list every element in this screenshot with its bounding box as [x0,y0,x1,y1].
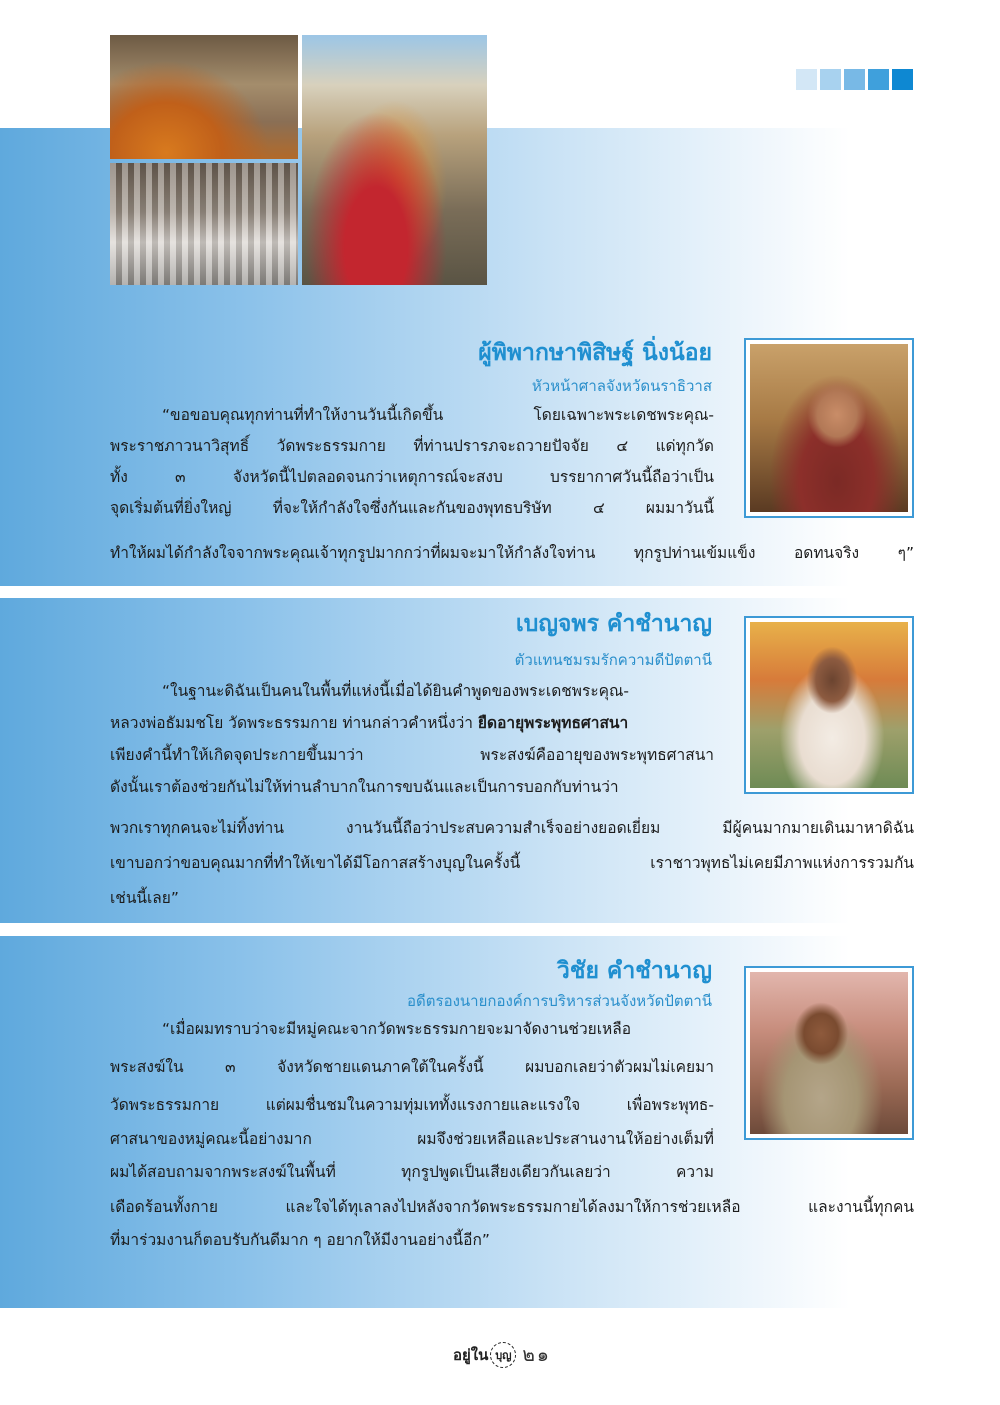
hall-monks-photo [110,35,298,159]
decorative-squares [796,69,913,90]
profile-role-2: ตัวแทนชมรมรักความดีปัตตานี [514,651,712,669]
emphasis-text: ยืดอายุพระพุทธศาสนา [477,714,629,732]
square-1 [796,69,817,90]
procession-photo [302,35,487,285]
profile-name-3: วิชัย คำชำนาญ [556,957,712,984]
square-4 [868,69,889,90]
portrait-frame-3 [744,966,914,1140]
hall-crowd-photo [110,163,298,285]
quote-3-line-7: ที่มาร่วมงานก็ตอบรับกันดีมาก ๆ อยากให้มีงานอย่างนี้อีก” [110,1231,490,1249]
quote-1-line-1: “ขอขอบคุณทุกท่านที่ทำให้งานวันนี้เกิดขึ้น โดยเฉพาะพระเดชพระคุณ- [162,406,714,424]
logo-text-left: อยู่ใน [453,1346,489,1364]
quote-3-line-3: วัดพระธรรมกาย แต่ผมชื่นชมในความทุ่มเททั้งแรงกายและแรงใจ เพื่อพระพุทธ- [110,1096,714,1114]
quote-3-line-5: ผมได้สอบถามจากพระสงฆ์ในพื้นที่ ทุกรูปพูดเป็นเสียงเดียวกันเลยว่า ความ [110,1163,714,1181]
profile-name-2: เบญจพร คำชำนาญ [515,610,712,637]
portrait-frame-2 [744,616,914,794]
quote-2-line-2: หลวงพ่อธัมมชโย วัดพระธรรมกาย ท่านกล่าวคำหนึ่งว่า ยืดอายุพระพุทธศาสนา [110,714,629,732]
profile-role-1: หัวหน้าศาลจังหวัดนราธิวาส [531,377,712,395]
page-footer [453,1340,551,1370]
portrait-photo-2 [750,622,908,788]
profile-role-3: อดีตรองนายกองค์การบริหารส่วนจังหวัดปัตตานี [407,992,712,1010]
square-3 [844,69,865,90]
quote-2-line-5: พวกเราทุกคนจะไม่ทิ้งท่าน งานวันนี้ถือว่าประสบความสำเร็จอย่างยอดเยี่ยม มีผู้คนมากมายเดินมาหาดิฉัน [110,819,914,837]
quote-1-line-5: ทำให้ผมได้กำลังใจจากพระคุณเจ้าทุกรูปมากกว่าที่ผมจะมาให้กำลังใจท่าน ทุกรูปท่านเข้มแข็ง อดทนจริง ๆ” [110,544,914,562]
quote-3-line-4: ศาสนาของหมู่คณะนี้อย่างมาก ผมจึงช่วยเหลือและประสานงานให้อย่างเต็มที่ [110,1130,714,1148]
logo-emblem-icon: บุญ [490,1342,516,1368]
quote-1-line-4: จุดเริ่มต้นที่ยิ่งใหญ่ ที่จะให้กำลังใจซึ่งกันและกันของพุทธบริษัท ๔ ผมมาวันนี้ [110,499,714,517]
portrait-photo-3 [750,972,908,1134]
quote-1-line-3: ทั้ง ๓ จังหวัดนี้ไปตลอดจนกว่าเหตุการณ์จะสงบ บรรยากาศวันนี้ถือว่าเป็น [110,468,714,486]
portrait-frame-1 [744,338,914,518]
profile-name-1: ผู้พิพากษาพิสิษฐ์ นิ่งน้อย [478,339,712,366]
quote-2-line-7: เช่นนี้เลย” [110,889,179,907]
quote-2-line-1: “ในฐานะดิฉันเป็นคนในพื้นที่แห่งนี้เมื่อได้ยินคำพูดของพระเดชพระคุณ- [162,682,630,700]
photo-collage [110,35,487,285]
quote-3-line-6: เดือดร้อนทั้งกาย และใจได้ทุเลาลงไปหลังจากวัดพระธรรมกายได้ลงมาให้การช่วยเหลือ และงานนี้ทุกคน [110,1198,914,1216]
quote-2-line-3: เพียงคำนี้ทำให้เกิดจุดประกายขึ้นมาว่า พระสงฆ์คืออายุของพระพุทธศาสนา [110,746,714,764]
page-number: ๒๑ [522,1344,551,1366]
magazine-logo [453,1342,516,1368]
portrait-photo-1 [750,344,908,512]
quote-2-line-4: ดังนั้นเราต้องช่วยกันไม่ให้ท่านลำบากในการขบฉันและเป็นการบอกกับท่านว่า [110,778,619,796]
quote-3-line-2: พระสงฆ์ใน ๓ จังหวัดชายแดนภาคใต้ในครั้งนี้ ผมบอกเลยว่าตัวผมไม่เคยมา [110,1058,714,1076]
square-5 [892,69,913,90]
quote-3-line-1: “เมื่อผมทราบว่าจะมีหมู่คณะจากวัดพระธรรมกายจะมาจัดงานช่วยเหลือ [162,1020,632,1038]
quote-2-line-6: เขาบอกว่าขอบคุณมากที่ทำให้เขาได้มีโอกาสสร้างบุญในครั้งนี้ เราชาวพุทธไม่เคยมีภาพแห่งการรวมกัน [110,854,914,872]
quote-1-line-2: พระราชภาวนาวิสุทธิ์ วัดพระธรรมกาย ที่ท่านปรารภจะถวายปัจจัย ๔ แด่ทุกวัด [110,437,714,455]
square-2 [820,69,841,90]
